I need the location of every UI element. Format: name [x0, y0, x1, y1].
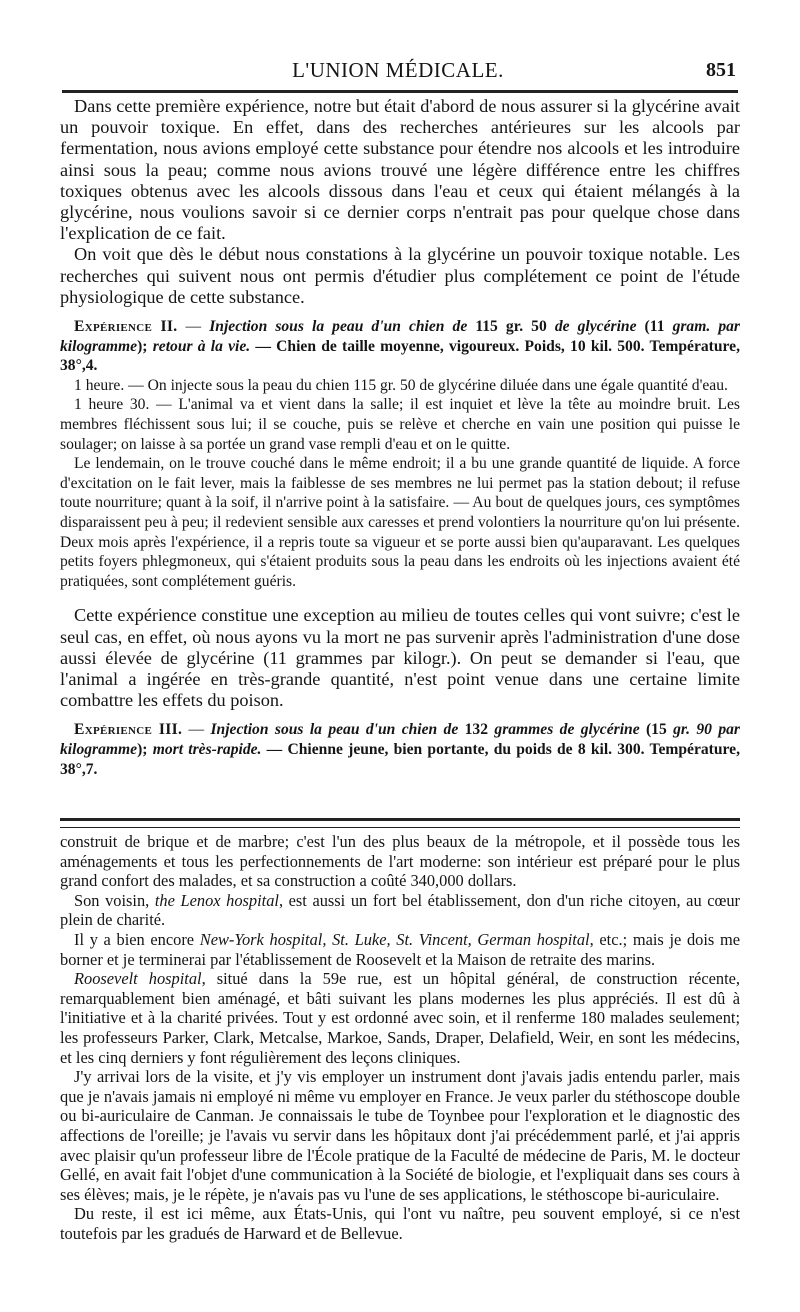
experiment-2-block [60, 317, 740, 591]
lenox-hospital-name: the Lenox hospital [154, 890, 279, 910]
experiment-3-details: — Chienne jeune, bien portante, du poids de 8 kil. 300. Température, 38°,7. [60, 740, 740, 778]
paragraph-lenox [60, 891, 740, 930]
paren: (11 [636, 318, 673, 336]
text: , etc.; mais je dois me borner et je terminerai par l'établissement de Roosevelt et la Maison de retraite des marins. [60, 929, 740, 969]
paragraph-du-reste: Du reste, il est ici même, aux États-Unis, qui l'ont vu naître, peu souvent employé, si ce n'est toutefois par les gradués de Harward et de Bellevue. [60, 1204, 740, 1243]
experiment-3-dose: 132 [458, 721, 495, 739]
paren: (15 [639, 721, 674, 739]
experiment-2-outcome: retour à la vie. [152, 337, 251, 355]
paragraph-stethoscope: J'y arrivai lors de la visite, et j'y vis employer un instrument dont j'avais jadis entendu parler, mais que je n'avais jamais ni employé ni même vu employer en France. Je veux parler du stéthoscope double ou bi-auriculaire de Canman. Je connaissais le tube de Toynbee pour l'exploration et le diagnostic des affections de l'oreille; je l'avais vu servir dans les hôpitaux dont j'ai précédemment parlé, et j'ai appris avec plaisir qu'un professeur libre de l'École pratique de la Faculté de médecine de Paris, M. le docteur Gellé, en avait fait l'objet d'une communication à la Société de biologie, et l'expliquait dans ses cours à ses élèves; mais, je le répète, je n'avais pas vu l'une de ses applications, le stéthoscope bi-auriculaire. [60, 1067, 740, 1204]
paragraph-1-heure-30: 1 heure 30. — L'animal va et vient dans la salle; il est inquiet et lève la tête au moindre bruit. Les membres fléchissent sous lui; il se couche, puis se relève et cherche en vain une position qui puisse le soulager; on laisse à sa portée un grand vase rempli d'eau et on le quitte. [60, 396, 740, 453]
paragraph-first-experiment: Dans cette première expérience, notre but était d'abord de nous assurer si la glycérine avait un pouvoir toxique. En effet, dans des recherches antérieures sur les alcools par fermentation, nous avions employé cette substance pour étendre nos alcools et les introduire ainsi sous la peau; comme nous avions trouvé une légère différence entre les chiffres toxiques obtenus avec les alcools dissous dans l'eau et ceux qui étaient mélangés à la glycérine, nous voulions savoir si ce dernier corps n'entrait pas pour quelque chose dans l'explication de ce fait. [60, 96, 740, 244]
experiment-3-heading [60, 720, 740, 779]
running-head [60, 50, 736, 84]
experiment-2-dose: 115 gr. 50 [467, 318, 555, 336]
paragraph-toxic-power: On voit que dès le début nous constations à la glycérine un pouvoir toxique notable. Les recherches qui suivent nous ont permis d'étudier plus complétement ce point de l'étude physiologique de cette substance. [60, 244, 740, 307]
experiment-3-substance: grammes de glycérine [494, 721, 640, 739]
paragraph-1-heure: 1 heure. — On injecte sous la peau du chien 115 gr. 50 de glycérine diluée dans une égale quantité d'eau. [74, 376, 728, 394]
paragraph-lendemain: Le lendemain, on le trouve couché dans le même endroit; il a bu une grande quantité de liquide. A force d'excitation on le fait lever, mais la faiblesse de ses membres ne lui permet pas la station debout; il refuse toute nourriture; quant à la soif, il n'arrive point à la satisfaire. — Au bout de quelques jours, ces symptômes disparaissent peu à peu; il redevient sensible aux caresses et prend volontiers la nourriture qu'on lui présente. Deux mois après l'expérience, il a repris toute sa vigueur et se porte aussi bien qu'auparavant. Les quelques petits foyers phlegmoneux, qui s'étaient produits sous la peau dans les endroits où les injections avaient été pratiquées, sont complétement guéris. [60, 455, 740, 590]
experiment-2-substance: de glycérine [554, 318, 637, 336]
hospital-names: New-York hospital, St. Luke, St. Vincent, German hospital [199, 929, 590, 949]
experiment-3-injection: Injection sous la peau d'un chien de [210, 721, 459, 739]
page-number: 851 [706, 59, 736, 81]
text: , situé dans la 59e rue, est un hôpital général, de construction récente, remarquablement bien aménagé, et bâti suivant les plans modernes les plus appréciés. Il est dû à l'initiative et à la charité privées. Tout y est ordonné avec soin, et il renferme 180 malades seulement; les professeurs Parker, Clark, Metcalse, Markoe, Sands, Draper, Delafield, Weir, en sont les médecins, et les cinq derniers y font régulièrement des leçons cliniques. [60, 969, 740, 1067]
article-upper [60, 96, 740, 779]
dash: — [182, 721, 211, 739]
experiment-3-per-kilo: gr. 90 par kilogramme [60, 721, 740, 758]
exception-block [60, 605, 740, 711]
article-lower [60, 832, 740, 1243]
text: Il y a bien encore [74, 929, 200, 949]
section-divider [60, 818, 740, 828]
experiment-2-details: — Chien de taille moyenne, vigoureux. Poids, 10 kil. 500. Température, 38°,4. [60, 337, 740, 375]
paragraph-roosevelt [60, 969, 740, 1067]
paragraph-other-hospitals [60, 930, 740, 969]
intro-block [60, 96, 740, 308]
experiment-3-label: Expérience III. [74, 721, 183, 739]
experiment-3-outcome: mort très-rapide. [152, 740, 262, 758]
experiment-2-label: Expérience II. [74, 318, 178, 336]
text: , est aussi un fort bel établissement, don d'un riche citoyen, au cœur plein de charité. [60, 890, 741, 930]
experiment-2-heading [60, 317, 740, 376]
header-rule [62, 90, 738, 93]
roosevelt-hospital-name: Roosevelt hospital [74, 969, 202, 989]
experiment-2-per-kilo: gram. par kilogramme [60, 318, 740, 355]
spacer [60, 591, 740, 605]
paragraph-exception: Cette expérience constitue une exception au milieu de toutes celles qui vont suivre; c'est le seul cas, en effet, où nous ayons vu la mort ne pas survenir après l'administration d'une dose aussi élevée de glycérine (11 grammes par kilogr.). On peut se demander si l'eau, que l'animal a ingérée en très-grande quantité, n'est point venue dans une certaine limite combattre les effets du poison. [60, 605, 740, 711]
text: Son voisin, [74, 890, 155, 910]
paren: ); [137, 337, 153, 355]
experiment-2-injection: Injection sous la peau d'un chien de [209, 318, 468, 336]
experiment-3-block [60, 720, 740, 779]
dash: — [177, 318, 210, 336]
journal-title: L'UNION MÉDICALE. [292, 58, 504, 82]
paren: ); [137, 740, 153, 758]
paragraph-construit: construit de brique et de marbre; c'est l'un des plus beaux de la métropole, et il possède tous les aménagements et tous les perfectionnements de l'art moderne: son intérieur est préparé pour le plus grand confort des malades, et sa construction a coûté 340,000 dollars. [60, 832, 740, 891]
